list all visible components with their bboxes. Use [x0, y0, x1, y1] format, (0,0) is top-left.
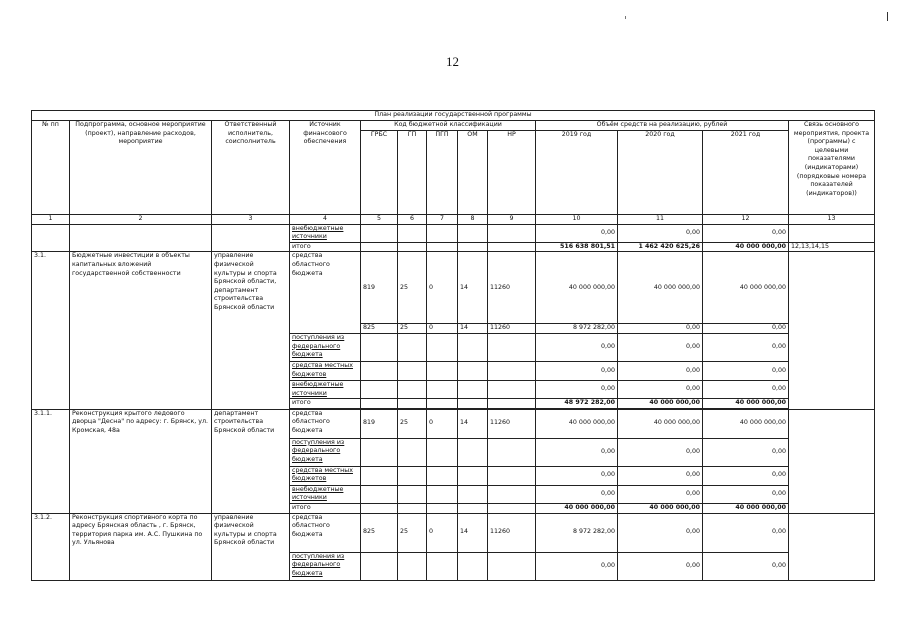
value-2020: 0,00 [618, 361, 703, 380]
nr-cell: 11260 [488, 324, 536, 334]
page-number: 12 [446, 54, 459, 69]
col-number: 9 [488, 215, 536, 225]
responsible-cell [212, 224, 290, 252]
responsible-cell: управление физической культуры и спорта Брянской области, департамент строительства Брянской области [212, 252, 290, 409]
name-cell: Бюджетные инвестиции в объекты капитальных вложений государственной собственности [70, 252, 212, 409]
value-2019: 8 972 282,00 [536, 513, 618, 552]
num-cell: 3.1.2. [32, 513, 70, 580]
total-2021: 40 000 000,00 [703, 503, 789, 513]
value-2021: 0,00 [703, 333, 789, 361]
col-number: 6 [398, 215, 427, 225]
year-2019-header: 2019 год [536, 131, 618, 215]
om-cell: 14 [458, 409, 488, 438]
value-2021: 0,00 [703, 380, 789, 398]
plan-title: План реализации государственной программы [32, 111, 875, 121]
value-2020: 0,00 [618, 466, 703, 485]
grbs-cell: 819 [361, 252, 398, 324]
nr-cell: 11260 [488, 409, 536, 438]
source-cell: внебюджетные источники [290, 485, 361, 503]
value-2021: 40 000 000,00 [703, 252, 789, 324]
col-number: 5 [361, 215, 398, 225]
scan-dot [625, 16, 626, 19]
col-number: 3 [212, 215, 290, 225]
value-2019: 8 972 282,00 [536, 324, 618, 334]
year-2021-header: 2021 год [703, 131, 789, 215]
col-number: 11 [618, 215, 703, 225]
code-om-header: ОМ [458, 131, 488, 215]
pgp-cell: 0 [427, 513, 458, 552]
plan-table [31, 110, 875, 581]
total-2021: 40 000 000,00 [703, 399, 789, 409]
col-number: 13 [789, 215, 875, 225]
value-2021: 0,00 [703, 466, 789, 485]
gp-cell: 25 [398, 409, 427, 438]
link-cell [789, 224, 875, 242]
source-cell: итого [290, 399, 361, 409]
col-number: 8 [458, 215, 488, 225]
value-2019: 40 000 000,00 [536, 409, 618, 438]
grbs-cell: 819 [361, 409, 398, 438]
table-row [32, 252, 875, 324]
value-2020: 0,00 [618, 380, 703, 398]
link-cell [789, 409, 875, 513]
col-number: 10 [536, 215, 618, 225]
code-pgp-header: ПГП [427, 131, 458, 215]
code-nr-header: НР [488, 131, 536, 215]
value-2020: 0,00 [618, 485, 703, 503]
value-2021: 0,00 [703, 485, 789, 503]
value-2019: 0,00 [536, 485, 618, 503]
num-cell: 3.1.1. [32, 409, 70, 513]
total-2020: 40 000 000,00 [618, 399, 703, 409]
name-cell: Реконструкция крытого ледового дворца "Десна" по адресу: г. Брянск, ул. Кромская, 48а [70, 409, 212, 513]
pgp-cell: 0 [427, 324, 458, 334]
om-cell: 14 [458, 513, 488, 552]
value-2020: 40 000 000,00 [618, 409, 703, 438]
value-2021: 0,00 [703, 224, 789, 242]
link-cell: 12,13,14,15 [789, 242, 875, 252]
value-2019: 0,00 [536, 466, 618, 485]
col-link-header: Связь основного мероприятия, проекта (программы) с целевыми показателями (индикаторами) (порядковые номера показателей (индикаторов)) [789, 121, 875, 215]
om-cell: 14 [458, 252, 488, 324]
table-row [32, 224, 875, 242]
value-2019: 0,00 [536, 438, 618, 466]
corner-mark [887, 12, 888, 21]
value-2021: 0,00 [703, 438, 789, 466]
source-cell: внебюджетные источники [290, 224, 361, 242]
total-2020: 1 462 420 625,26 [618, 242, 703, 252]
num-cell [32, 224, 70, 252]
pgp-cell: 0 [427, 409, 458, 438]
col-number: 12 [703, 215, 789, 225]
col-number: 2 [70, 215, 212, 225]
source-cell: поступления из федерального бюджета [290, 552, 361, 580]
value-2020: 0,00 [618, 552, 703, 580]
value-2019: 0,00 [536, 552, 618, 580]
value-2019: 0,00 [536, 333, 618, 361]
value-2020: 40 000 000,00 [618, 252, 703, 324]
value-2020: 0,00 [618, 333, 703, 361]
code-group-header: Код бюджетной классификации [361, 121, 536, 131]
col-source-header: Источник финансового обеспечения [290, 121, 361, 215]
nr-cell: 11260 [488, 252, 536, 324]
total-2021: 40 000 000,00 [703, 242, 789, 252]
col-number: 1 [32, 215, 70, 225]
nr-cell: 11260 [488, 513, 536, 552]
responsible-cell: департамент строительства Брянской области [212, 409, 290, 513]
value-2019: 40 000 000,00 [536, 252, 618, 324]
value-2020: 0,00 [618, 513, 703, 552]
value-2021: 0,00 [703, 552, 789, 580]
link-cell [789, 513, 875, 580]
name-cell: Реконструкция спортивного корта по адресу Брянская область , г. Брянск, территория парка им. А.С. Пушкина по ул. Ульянова [70, 513, 212, 580]
num-cell: 3.1. [32, 252, 70, 409]
value-2019: 0,00 [536, 361, 618, 380]
source-cell: средства областного бюджета [290, 252, 361, 334]
value-2021: 0,00 [703, 513, 789, 552]
source-cell: средства местных бюджетов [290, 466, 361, 485]
col-number: 4 [290, 215, 361, 225]
source-cell: итого [290, 242, 361, 252]
source-cell: средства областного бюджета [290, 409, 361, 438]
value-2019: 0,00 [536, 224, 618, 242]
column-numbers-row [32, 215, 875, 225]
col-responsible-header: Ответственный исполнитель, соисполнитель [212, 121, 290, 215]
gp-cell: 25 [398, 324, 427, 334]
total-2019: 48 972 282,00 [536, 399, 618, 409]
value-2020: 0,00 [618, 324, 703, 334]
value-2021: 40 000 000,00 [703, 409, 789, 438]
source-cell: средства областного бюджета [290, 513, 361, 552]
pgp-cell: 0 [427, 252, 458, 324]
code-grbs-header: ГРБС [361, 131, 398, 215]
col-subprogram-header: Подпрограмма, основное мероприятие (проект), направление расходов, мероприятие [70, 121, 212, 215]
link-cell [789, 252, 875, 409]
source-cell: поступления из федерального бюджета [290, 333, 361, 361]
source-cell: внебюджетные источники [290, 380, 361, 398]
name-cell [70, 224, 212, 252]
col-num-header: № пп [32, 121, 70, 215]
code-gp-header: ГП [398, 131, 427, 215]
total-2019: 40 000 000,00 [536, 503, 618, 513]
year-2020-header: 2020 год [618, 131, 703, 215]
total-2019: 516 638 801,51 [536, 242, 618, 252]
amount-group-header: Объём средств на реализацию, рублей [536, 121, 789, 131]
table-row [32, 513, 875, 552]
value-2020: 0,00 [618, 224, 703, 242]
value-2019: 0,00 [536, 380, 618, 398]
gp-cell: 25 [398, 252, 427, 324]
grbs-cell: 825 [361, 324, 398, 334]
value-2020: 0,00 [618, 438, 703, 466]
om-cell: 14 [458, 324, 488, 334]
value-2021: 0,00 [703, 324, 789, 334]
gp-cell: 25 [398, 513, 427, 552]
value-2021: 0,00 [703, 361, 789, 380]
source-cell: итого [290, 503, 361, 513]
source-cell: средства местных бюджетов [290, 361, 361, 380]
total-2020: 40 000 000,00 [618, 503, 703, 513]
col-number: 7 [427, 215, 458, 225]
grbs-cell: 825 [361, 513, 398, 552]
source-cell: поступления из федерального бюджета [290, 438, 361, 466]
responsible-cell: управление физической культуры и спорта Брянской области [212, 513, 290, 580]
table-row [32, 409, 875, 438]
